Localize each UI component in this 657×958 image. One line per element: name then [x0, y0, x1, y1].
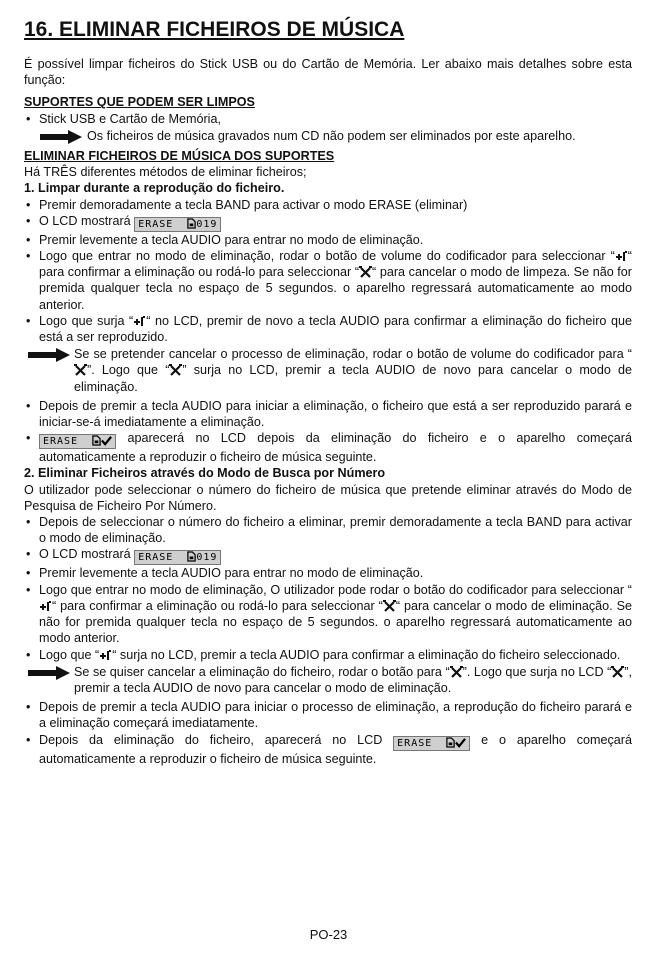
- list-item-text: O LCD mostrará: [39, 547, 131, 562]
- note-text: ” surja no LCD, premir a tecla AUDIO de novo para cancelar o modo de eliminação.: [74, 363, 632, 394]
- cancel-icon: [450, 666, 463, 678]
- list-item-text: “ para confirmar a eliminação ou rodá-lo para seleccionar “: [52, 598, 383, 613]
- arrow-icon: [28, 666, 70, 680]
- list-item-text: “ surja no LCD, premir a tecla AUDIO para confirmar a eliminação do ficheiro seleccionado.: [112, 647, 621, 662]
- file-icon: [187, 551, 196, 562]
- confirm-icon: [99, 649, 112, 661]
- list-item-text: Logo que entrar no modo de eliminação, rodar o botão de volume do codificador para seleccionar “: [39, 249, 615, 264]
- arrow-icon: [40, 130, 82, 144]
- list-item-text: “ para cancelar o modo de eliminação. Se não for premida qualquer tecla no espaço de 5 segundos. o aparelho regressará automaticamente ao modo anterior.: [39, 598, 632, 646]
- method-1-list-cont: [24, 398, 632, 466]
- confirm-icon: [615, 250, 628, 262]
- method-2-heading: 2. Eliminar Ficheiros através do Modo de Busca por Número: [24, 466, 386, 481]
- note-text: ”. Logo que “: [87, 363, 170, 378]
- list-item: [24, 582, 632, 647]
- method-2-intro: O utilizador pode seleccionar o número do ficheiro de música que pretende eliminar através do Modo de Pesquisa de Ficheiro Por Número.: [24, 482, 632, 513]
- list-item: • Premir levemente a tecla AUDIO para entrar no modo de eliminação.: [24, 232, 632, 248]
- intro-text: É possível limpar ficheiros do Stick USB ou do Cartão de Memória. Ler abaixo mais detalhes sobre esta função:: [24, 57, 632, 88]
- list-item: [24, 248, 632, 313]
- note-text: ”, premir a tecla AUDIO de novo para cancelar o modo de eliminação.: [74, 664, 632, 695]
- list-item: • Premir levemente a tecla AUDIO para entrar no modo de eliminação.: [24, 565, 632, 581]
- note-text: Se se pretender cancelar o processo de eliminação, rodar o botão de volume do codificador para “: [74, 347, 632, 362]
- note-cd: [24, 128, 632, 144]
- method-2-list: [24, 514, 632, 663]
- list-item-text: “ no LCD, premir de novo a tecla AUDIO para confirmar a eliminação do ficheiro que está a ser reproduzido.: [39, 313, 632, 345]
- method-1-heading: 1. Limpar durante a reprodução do ficheiro.: [24, 181, 285, 196]
- list-item: [24, 732, 632, 767]
- list-item: • Stick USB e Cartão de Memória,: [24, 111, 632, 127]
- lcd-erase-text: ERASE: [397, 737, 433, 749]
- note-text: Os ficheiros de música gravados num CD não podem ser eliminados por este aparelho.: [87, 128, 576, 143]
- file-icon: [92, 435, 101, 446]
- arrow-icon: [28, 348, 70, 362]
- method-2-list-cont: [24, 699, 632, 767]
- list-item: • Premir demoradamente a tecla BAND para activar o modo ERASE (eliminar): [24, 197, 632, 213]
- file-icon: [446, 737, 455, 748]
- cancel-icon: [359, 266, 372, 278]
- list-item-text: Depois da eliminação do ficheiro, aparecerá no LCD: [39, 732, 383, 747]
- note-text: Se se quiser cancelar a eliminação do ficheiro, rodar o botão para “: [74, 664, 450, 679]
- note-text: ”. Logo que surja no LCD “: [462, 664, 612, 679]
- cancel-icon: [74, 364, 87, 376]
- lcd-done-display: [39, 434, 116, 449]
- list-item: • Depois de seleccionar o número do ficheiro a eliminar, premir demoradamente a tecla BAND para activar o modo de eliminação.: [24, 514, 632, 546]
- page-title: 16. ELIMINAR FICHEIROS DE MÚSICA: [24, 18, 405, 41]
- note-cancel-1: [24, 346, 632, 395]
- confirm-icon: [133, 315, 146, 327]
- lcd-erase-text: ERASE: [138, 552, 174, 564]
- list-item: [24, 430, 632, 465]
- lcd-done-display: [393, 736, 470, 751]
- list-item: [24, 213, 632, 232]
- page-number: PO-23: [309, 927, 348, 942]
- cancel-icon: [383, 600, 396, 612]
- list-item: [24, 546, 632, 565]
- lcd-erase-text: ERASE: [43, 436, 79, 448]
- methods-intro: Há TRÊS diferentes métodos de eliminar ficheiros;: [24, 165, 307, 180]
- list-item-text: aparecerá no LCD depois da eliminação do ficheiro e o aparelho começará automaticamente a reproduzir o ficheiro de música seguinte.: [39, 431, 632, 465]
- list-item-text: Logo que surja “: [39, 313, 134, 328]
- supports-list: [24, 111, 632, 127]
- manual-page: [24, 16, 632, 767]
- list-item: • Depois de premir a tecla AUDIO para iniciar o processo de eliminação, a reprodução do ficheiro parará e a eliminação começará imediatamente.: [24, 699, 632, 731]
- check-icon: [101, 435, 112, 446]
- list-item: • Depois de premir a tecla AUDIO para iniciar a eliminação, o ficheiro que está a ser reproduzido parará e iniciar-se-á imediatamente a eliminação.: [24, 398, 632, 430]
- section-heading-delete: ELIMINAR FICHEIROS DE MÚSICA DOS SUPORTES: [24, 149, 335, 164]
- list-item-text: Logo que entrar no modo de eliminação, O utilizador pode rodar o botão do codificador para seleccionar “: [39, 582, 632, 597]
- cancel-icon: [611, 666, 624, 678]
- list-item-text: O LCD mostrará: [39, 213, 131, 228]
- lcd-erase-display: [134, 217, 221, 232]
- check-icon: [455, 737, 466, 748]
- list-item-text: e o aparelho começará automaticamente a reproduzir o ficheiro de música seguinte.: [39, 732, 632, 766]
- lcd-erase-text: ERASE: [138, 218, 174, 230]
- note-cancel-2: [24, 664, 632, 696]
- method-1-list: [24, 197, 632, 346]
- lcd-number-text: 019: [196, 218, 218, 230]
- list-item-text: “ para confirmar a eliminação ou rodá-lo para seleccionar “: [39, 249, 632, 280]
- list-item: [24, 313, 632, 345]
- list-item-text: “ para cancelar o modo de limpeza. Se não for premida qualquer tecla no espaço de 5 segundos. o aparelho regressará automaticamente ao modo anterior.: [39, 265, 633, 312]
- lcd-number-text: 019: [196, 552, 218, 564]
- lcd-erase-display: [134, 550, 221, 565]
- list-item: [24, 647, 632, 663]
- file-icon: [187, 218, 196, 229]
- confirm-icon: [39, 600, 52, 612]
- list-item-text: Logo que “: [39, 647, 100, 662]
- section-heading-supports: SUPORTES QUE PODEM SER LIMPOS: [24, 95, 255, 110]
- cancel-icon: [169, 364, 182, 376]
